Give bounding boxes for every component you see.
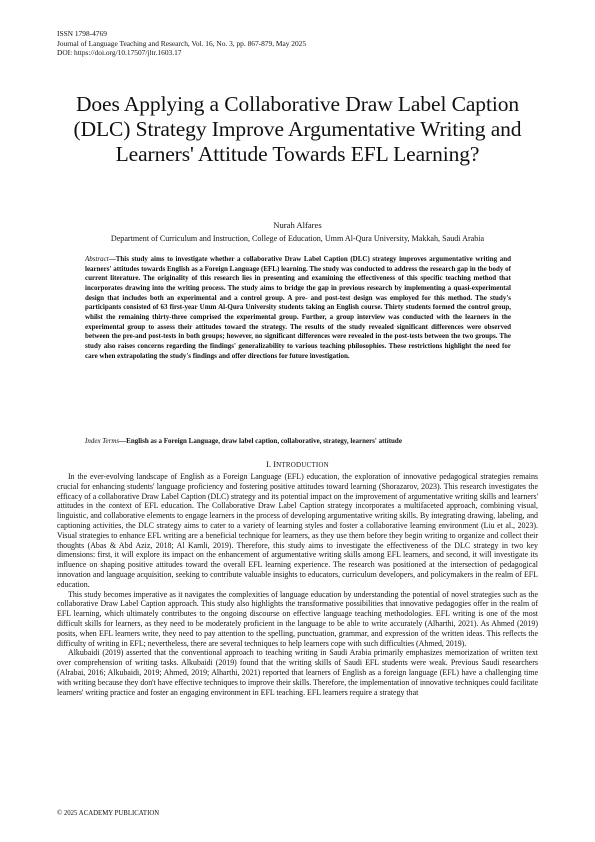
journal-header bbox=[57, 29, 306, 58]
section-number: I. bbox=[266, 459, 274, 469]
paragraph: This study becomes imperative as it navigates the complexities of language education by understanding the potential of novel strategies such as the collaborative Draw Label Caption approach. This study also highlights the transformative possibilities that innovative pedagogies offer in the realm of EFL learning, which ultimately contributes to the ongoing discourse on effective language teaching methodologies. EFL writing is one of the most difficult skills for learners, as they need to be moderately proficient in the language to be able to write accurately (Alharthi, 2021). As Ahmed (2019) posits, when EFL learners write, they need to pay attention to the spelling, punctuation, grammar, and expression of the written ideas. This reflects the difficulty of writing in EFL; nevertheless, there are several techniques to help learners cope with such difficulties (Ahmed, 2019). bbox=[57, 589, 538, 648]
section-title-rest: NTRODUCTION bbox=[276, 461, 329, 469]
issn: ISSN 1798-4769 bbox=[57, 29, 107, 38]
author-affiliation: Department of Curriculum and Instruction, College of Education, Umm Al-Qura University, Makkah, Saudi Arabia bbox=[110, 234, 485, 243]
abstract-text: —This study aims to investigate whether a collaborative Draw Label Caption (DLC) strategy improves argumentative writing and learners' attitudes towards English as a Foreign Language (EFL) learning. The study was conducted to address the research gap in the body of current literature. The originality of this research lies in presenting and examining the effectiveness of this specific teaching method that incorporates drawing into the writing process. The study aims to bridge the gap in previous research by implementing a quasi-experimental design that includes both an experimental and a control group. A pre- and post-test design was employed for this method. The study's participants consisted of 63 first-year Umm Al-Qura University students taking an English course. Thirty students formed the control group, whilst the remaining thirty-three comprised the experimental group. Further, a group interview was conducted with the learners in the experimental group to assess their attitudes toward the strategy. The results of the study revealed significant differences were observed between the pre-and post-tests in both groups; however, no significant differences were revealed in the post-tests between the two groups. The study also raises concerns regarding the findings' generalizability to various teaching philosophies. These restrictions highlight the need for care when extrapolating the study's findings and offer directions for future investigation. bbox=[85, 255, 511, 360]
publisher-footer: © 2025 ACADEMY PUBLICATION bbox=[57, 810, 160, 817]
paper-title: Does Applying a Collaborative Draw Label Caption (DLC) Strategy Improve Argumentative Writing and Learners' Attitude Towards EFL Learning? bbox=[73, 92, 522, 166]
journal-citation: Journal of Language Teaching and Research, Vol. 16, No. 3, pp. 867-879, May 2025 bbox=[57, 38, 307, 48]
body-text bbox=[57, 472, 538, 697]
index-terms-text: —English as a Foreign Language, draw label caption, collaborative, strategy, learners' attitude bbox=[119, 437, 402, 445]
index-terms-label: Index Terms bbox=[85, 437, 120, 445]
doi: DOI: https://doi.org/10.17507/jltr.1603.17 bbox=[57, 48, 182, 58]
paragraph: Alkubaidi (2019) asserted that the conventional approach to teaching writing in Saudi Arabia primarily emphasizes memorization of written text over comprehension of writing tasks. Alkubaidi (2019) found that the writing skills of Saudi EFL students were weak. Previous Saudi researchers (Alrabai, 2016; Alkubaidi, 2019; Ahmed, 2019; Alharthi, 2021) reported that learners of English as a foreign language (EFL) have a challenging time with writing because they don't have effective techniques to improve their skills. Therefore, the implementation of innovative techniques could facilitate learners' writing practice and foster an engaging environment in EFL teaching. EFL learners require a strategy that bbox=[57, 648, 538, 697]
paragraph: In the ever-evolving landscape of English as a Foreign Language (EFL) education, the exploration of innovative pedagogical strategies remains crucial for enhancing students' language proficiency and fostering positive attitudes toward learning (Shorazarov, 2023). This research investigates the efficacy of a collaborative Draw Label Caption (DLC) strategy and its potential impact on the improvement of argumentative writing skills and learners' attitudes in the context of EFL education. The Collaborative Draw Label Caption strategy incorporates a multifaceted approach, combining visual, linguistic, and collaborative elements to engage learners in the process of developing argumentative writing skills. By integrating drawing, labeling, and captioning activities, the DLC strategy aims to cater to a variety of learning styles and foster a collaborative learning environment (Liu et al., 2023). Visual strategies to enhance EFL writing are a beneficial technique for learners, as they use them before they begin writing to organize and collect their thoughts (Abas & Abd Aziz, 2018; Al Kamli, 2019). Therefore, this study aims to investigate the effectiveness of the DLC strategy in two key dimensions: first, it will explore its impact on the enhancement of argumentative writing skills among EFL learners, and second, it will investigate its influence on shaping positive attitudes toward the overall EFL learning experience. The research was positioned at the intersection of pedagogical innovation and language acquisition, seeking to contribute valuable insights to educators, curriculum developers, and policymakers in the realm of EFL education. bbox=[57, 472, 538, 589]
author-name: Nurah Alfares bbox=[273, 220, 322, 230]
abstract bbox=[85, 255, 511, 361]
index-terms bbox=[85, 437, 511, 447]
section-initial: I bbox=[273, 459, 277, 469]
section-heading bbox=[57, 459, 538, 471]
abstract-label: Abstract bbox=[85, 255, 109, 263]
